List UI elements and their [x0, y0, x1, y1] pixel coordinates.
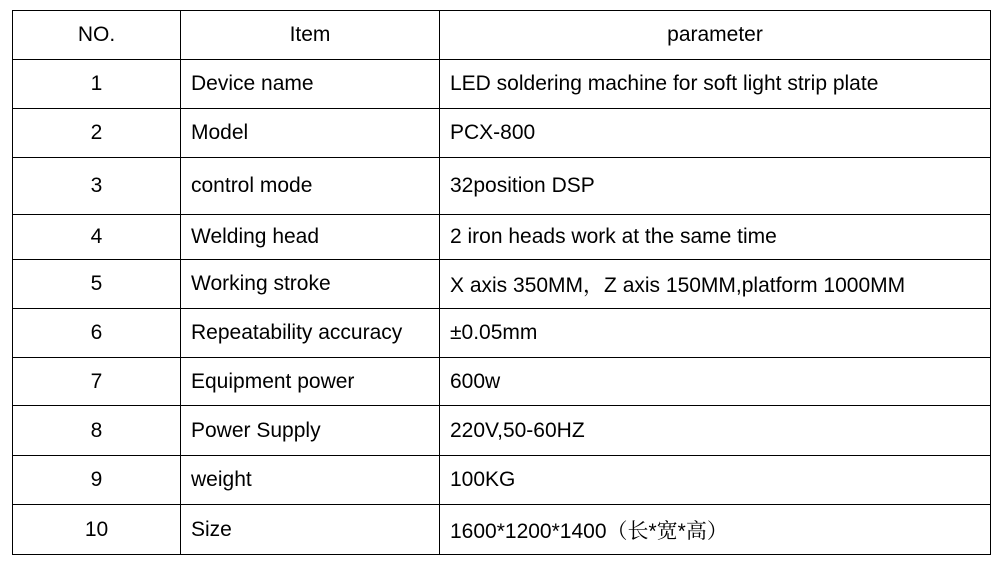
cell-parameter: X axis 350MM，Z axis 150MM,platform 1000MM	[440, 260, 991, 309]
table-row	[13, 358, 991, 406]
table-row	[13, 406, 991, 456]
cell-item: Model	[181, 109, 440, 158]
cell-item: Size	[181, 505, 440, 555]
cell-item: Equipment power	[181, 358, 440, 406]
table-row	[13, 260, 991, 309]
table-row	[13, 109, 991, 158]
cell-parameter: LED soldering machine for soft light strip plate	[440, 60, 991, 109]
cell-no: 10	[13, 505, 181, 555]
cell-no: 5	[13, 260, 181, 309]
table-row	[13, 309, 991, 358]
header-parameter: parameter	[440, 11, 991, 60]
cell-no: 1	[13, 60, 181, 109]
cell-parameter: PCX-800	[440, 109, 991, 158]
cell-item: Power Supply	[181, 406, 440, 456]
cell-item: Working stroke	[181, 260, 440, 309]
header-item: Item	[181, 11, 440, 60]
spec-table	[12, 10, 991, 555]
cell-no: 3	[13, 158, 181, 215]
cell-parameter: 32position DSP	[440, 158, 991, 215]
cell-item: Repeatability accuracy	[181, 309, 440, 358]
table-row	[13, 215, 991, 260]
cell-item: weight	[181, 456, 440, 505]
cell-item: Device name	[181, 60, 440, 109]
cell-no: 2	[13, 109, 181, 158]
cell-parameter: ±0.05mm	[440, 309, 991, 358]
table-row	[13, 456, 991, 505]
header-no: NO.	[13, 11, 181, 60]
table-header-row	[13, 11, 991, 60]
cell-no: 6	[13, 309, 181, 358]
cell-item: control mode	[181, 158, 440, 215]
cell-parameter: 220V,50-60HZ	[440, 406, 991, 456]
cell-parameter: 100KG	[440, 456, 991, 505]
table-row	[13, 60, 991, 109]
cell-no: 9	[13, 456, 181, 505]
cell-parameter: 600w	[440, 358, 991, 406]
cell-no: 7	[13, 358, 181, 406]
cell-parameter: 1600*1200*1400（长*宽*高）	[440, 505, 991, 555]
table-row	[13, 505, 991, 555]
table-row	[13, 158, 991, 215]
cell-item: Welding head	[181, 215, 440, 260]
cell-parameter: 2 iron heads work at the same time	[440, 215, 991, 260]
cell-no: 8	[13, 406, 181, 456]
cell-no: 4	[13, 215, 181, 260]
